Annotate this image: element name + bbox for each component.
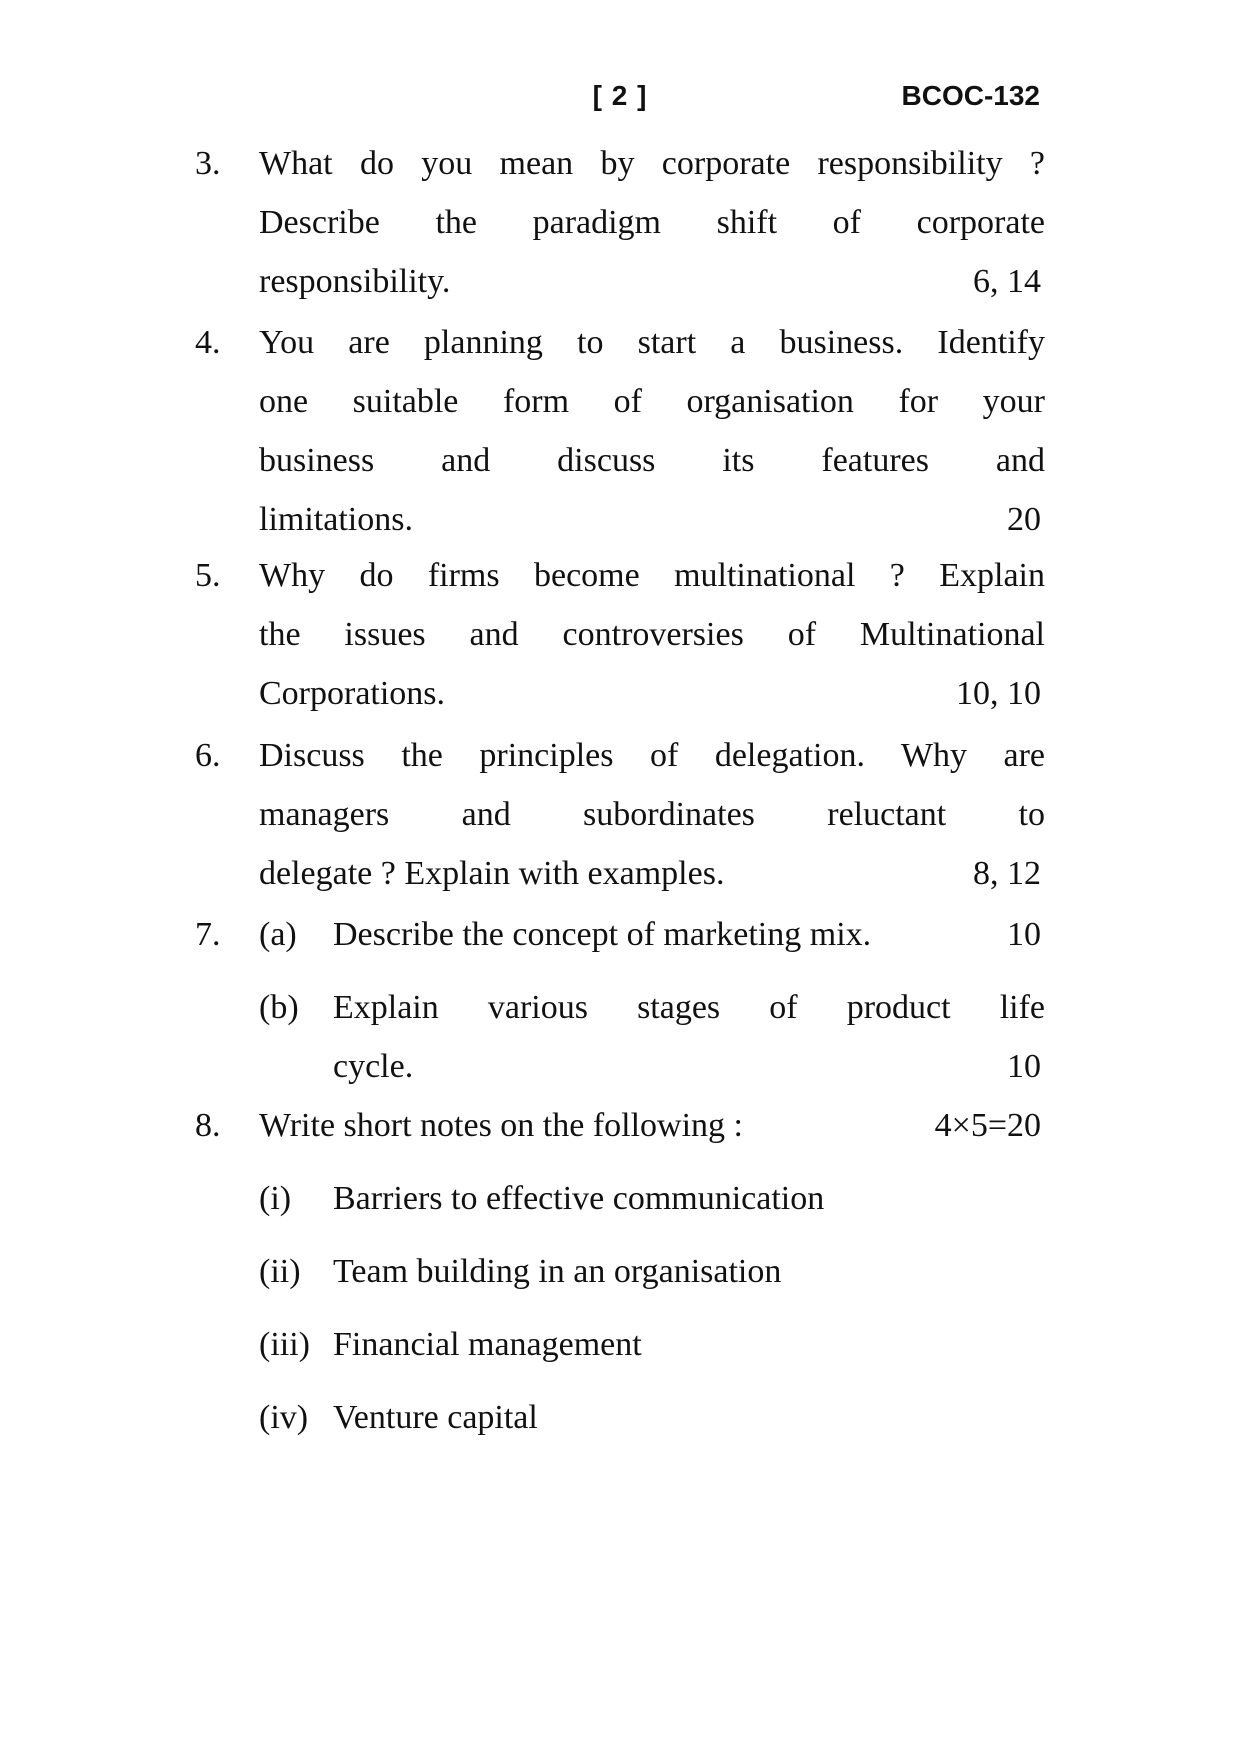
short-notes-list	[259, 1169, 1045, 1447]
item-text: Barriers to effective communication	[333, 1180, 825, 1217]
page-number: [ 2 ]	[592, 80, 648, 111]
item-label: (i)	[259, 1180, 292, 1217]
question-text-line: Discuss the principles of delegation. Why are	[259, 737, 1045, 774]
question-number: 6.	[195, 737, 221, 774]
item-text: Team building in an organisation	[333, 1253, 782, 1290]
question-text-line: business and discuss its features and	[259, 442, 1045, 479]
question-text-line: Write short notes on the following :	[259, 1107, 744, 1144]
question-text-line: limitations.	[259, 501, 413, 538]
question-part-b	[259, 978, 1045, 1096]
question-text-line: Explain various stages of product life	[333, 989, 1045, 1026]
question-6	[195, 726, 1045, 903]
question-number: 4.	[195, 324, 221, 361]
question-text-line: delegate ? Explain with examples.	[259, 855, 725, 892]
question-marks: 20	[1007, 501, 1041, 538]
question-part-a	[259, 905, 1045, 964]
question-text-line: the issues and controversies of Multinational	[259, 616, 1045, 653]
question-marks: 10, 10	[956, 675, 1041, 712]
question-text-line: one suitable form of organisation for your	[259, 383, 1045, 420]
question-text-line: responsibility.	[259, 263, 451, 300]
list-item	[259, 1315, 1045, 1374]
question-text-line: cycle.	[333, 1048, 414, 1085]
item-label: (ii)	[259, 1253, 301, 1290]
item-text: Venture capital	[333, 1399, 538, 1436]
question-3	[195, 134, 1045, 311]
course-code: BCOC-132	[901, 80, 1040, 111]
question-number: 3.	[195, 145, 221, 182]
question-text-line: Why do firms become multinational ? Explain	[259, 557, 1045, 594]
question-number: 5.	[195, 557, 221, 594]
part-label: (a)	[259, 916, 297, 953]
question-5	[195, 546, 1045, 723]
question-4	[195, 313, 1045, 549]
item-label: (iv)	[259, 1399, 309, 1436]
question-text-line: Describe the paradigm shift of corporate	[259, 204, 1045, 241]
question-8	[195, 1096, 1045, 1461]
question-text-line: What do you mean by corporate responsibility ?	[259, 145, 1045, 182]
question-number: 8.	[195, 1107, 221, 1144]
list-item	[259, 1388, 1045, 1447]
question-marks: 10	[1007, 916, 1041, 953]
question-text-line: managers and subordinates reluctant to	[259, 796, 1045, 833]
item-text: Financial management	[333, 1326, 642, 1363]
item-label: (iii)	[259, 1326, 310, 1363]
question-marks: 6, 14	[973, 263, 1041, 300]
part-label: (b)	[259, 989, 299, 1026]
question-7	[195, 905, 1045, 1096]
list-item	[259, 1242, 1045, 1301]
question-text-line: Corporations.	[259, 675, 446, 712]
question-number: 7.	[195, 916, 221, 953]
question-marks: 4×5=20	[934, 1107, 1041, 1144]
question-text-line: You are planning to start a business. Identify	[259, 324, 1045, 361]
question-text-line: Describe the concept of marketing mix.	[333, 916, 872, 953]
question-marks: 8, 12	[973, 855, 1041, 892]
question-marks: 10	[1007, 1048, 1041, 1085]
list-item	[259, 1169, 1045, 1228]
